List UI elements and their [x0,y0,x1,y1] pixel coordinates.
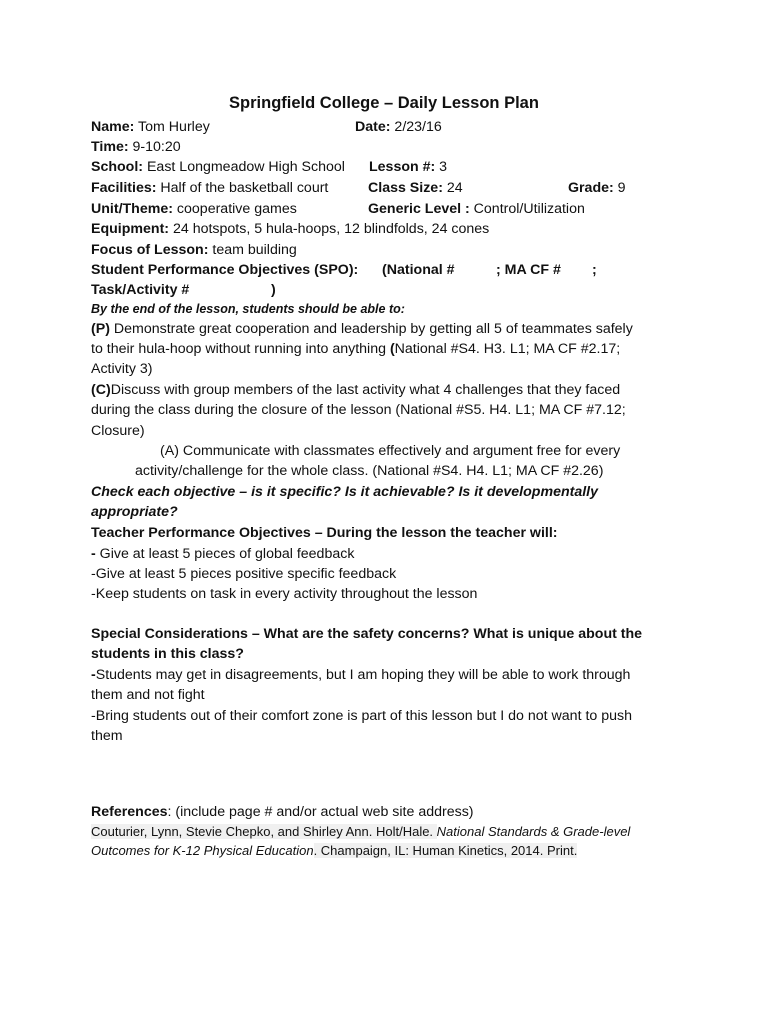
generic-level-value: Control/Utilization [469,201,585,217]
objective-c-label: (C) [91,382,111,398]
spo-heading-line [91,261,358,279]
equipment-value: 24 hotspots, 5 hula-hoops, 12 blindfolds, 24 cones [169,221,490,237]
unit-label: Unit/Theme: [91,201,173,217]
time-field [91,138,181,156]
spo-heading: Student Performance Objectives (SPO): [91,262,359,278]
special-heading-line2: students in this class? [91,646,244,662]
class-size-field [368,179,463,197]
facilities-value: Half of the basketball court [156,180,329,196]
tpo-item-2: -Give at least 5 pieces positive specific feedback [91,566,397,582]
task-activity-line [91,281,189,299]
date-value: 2/23/16 [390,119,442,135]
tpo-heading: Teacher Performance Objectives – During the lesson the teacher will: [91,525,558,541]
objective-a-line2: activity/challenge for the whole class. (National #S4. H4. L1; MA CF #2.26) [135,463,604,479]
tpo-item-3: -Keep students on task in every activity throughout the lesson [91,586,478,602]
references-label: References [91,804,168,820]
time-value: 9-10:20 [128,139,181,155]
objective-c-line2: during the class during the closure of the lesson (National #S5. H4. L1; MA CF #7.12; [91,402,626,418]
special-item-1-line2: them and not fight [91,687,205,703]
focus-label: Focus of Lesson: [91,242,209,258]
name-label: Name: [91,119,135,135]
special-item-1-line1: -Students may get in disagreements, but I am hoping they will be able to work through [91,667,631,683]
objective-p-line3: Activity 3) [91,361,153,377]
objective-p-line2: to their hula-hoop without running into anything (National #S4. H3. L1; MA CF #2.17; [91,341,621,357]
class-size-label: Class Size: [368,180,443,196]
focus-field [91,241,297,259]
grade-field [568,179,626,197]
date-field [355,118,442,136]
reference-citation-line2: Outcomes for K-12 Physical Education. Champaign, IL: Human Kinetics, 2014. Print. [91,843,578,858]
name-field [91,118,210,136]
grade-value: 9 [613,180,626,196]
class-size-value: 24 [442,180,463,196]
special-heading-line1: Special Considerations – What are the safety concerns? What is unique about the [91,626,643,642]
lesson-number-field [369,158,447,176]
date-label: Date: [355,119,391,135]
generic-level-field [368,200,585,218]
objective-c-line1: (C)Discuss with group members of the last activity what 4 challenges that they faced [91,382,621,398]
check-objective-line1: Check each objective – is it specific? Is it achievable? Is it developmentally [91,484,599,500]
references-note: : (include page # and/or actual web site address) [167,804,474,820]
task-activity-close: ) [271,282,276,298]
facilities-field [91,179,328,197]
special-item-2-line2: them [91,728,123,744]
spo-intro: By the end of the lesson, students should be able to: [91,302,405,316]
tpo-item-1: - Give at least 5 pieces of global feedback [91,546,355,562]
time-label: Time: [91,139,129,155]
unit-value: cooperative games [172,201,297,217]
facilities-label: Facilities: [91,180,157,196]
school-value: East Longmeadow High School [143,159,345,175]
reference-citation-line1: Couturier, Lynn, Stevie Chepko, and Shirley Ann. Holt/Hale. National Standards & Grade-level [91,824,631,839]
task-activity-label: Task/Activity # [91,282,190,298]
equipment-label: Equipment: [91,221,170,237]
objective-p-line1: (P) Demonstrate great cooperation and leadership by getting all 5 of teammates safely [91,321,633,337]
objective-a-line1: (A) Communicate with classmates effectively and argument free for every [160,443,621,459]
special-item-2-line1: -Bring students out of their comfort zone is part of this lesson but I do not want to push [91,708,632,724]
check-objective-line2: appropriate? [91,504,178,520]
objective-p-label: (P) [91,321,110,337]
equipment-field [91,220,489,238]
spo-semicolon: ; [592,262,597,278]
unit-theme-field [91,200,297,218]
generic-level-label: Generic Level : [368,201,470,217]
lesson-label: Lesson #: [369,159,436,175]
focus-value: team building [208,242,297,258]
spo-national: (National # [382,262,455,278]
grade-label: Grade: [568,180,614,196]
spo-macf: ; MA CF # [496,262,561,278]
objective-c-line3: Closure) [91,423,145,439]
name-value: Tom Hurley [134,119,210,135]
page-title: Springfield College – Daily Lesson Plan [229,94,539,112]
school-field [91,158,345,176]
school-label: School: [91,159,144,175]
lesson-value: 3 [435,159,448,175]
references-line [91,803,474,821]
